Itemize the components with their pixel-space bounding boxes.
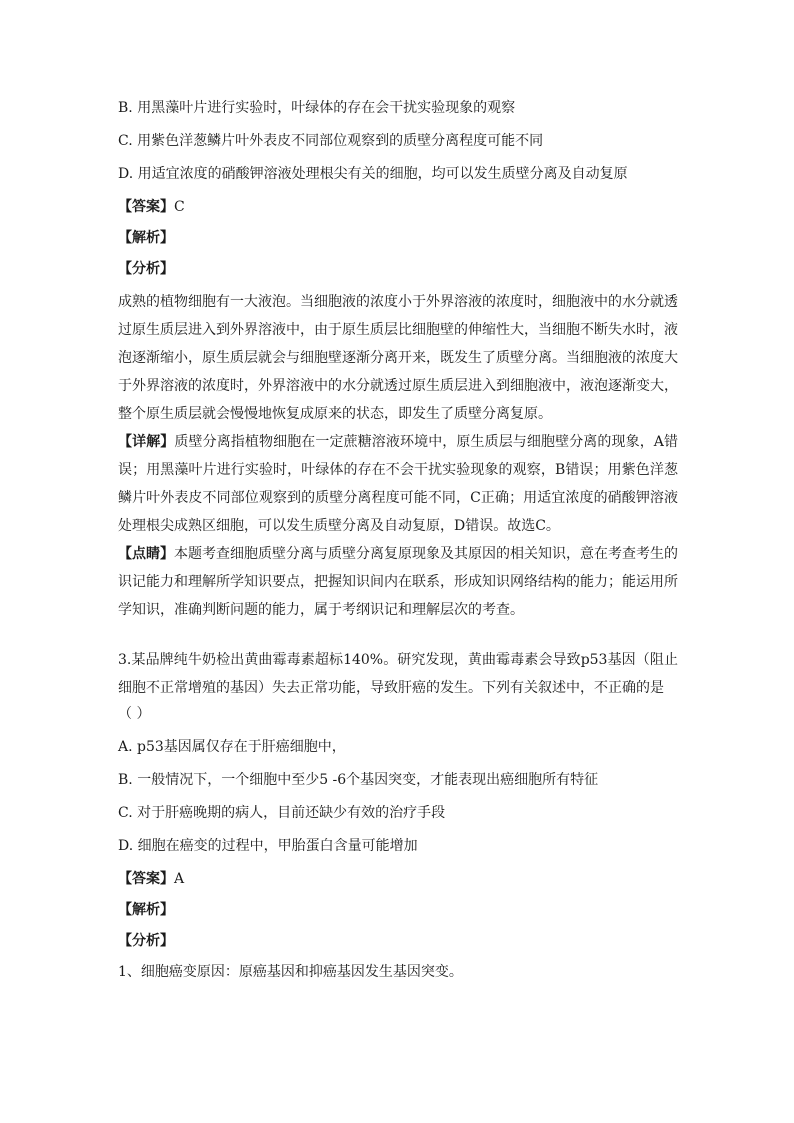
q2-fenxi-text: 成熟的植物细胞有一大液泡。当细胞液的浓度小于外界溶液的浓度时，细胞液中的水分就透过原生质层进入到外界溶液中，由于原生质层比细胞壁的伸缩性大，当细胞不断失水时，液泡逐渐缩小，原生质层就会与细胞壁逐渐分离开来，既发生了质壁分离。当细胞液的浓度大于外界溶液的浓度时，外界溶液中的水分就透过原生质层进入到细胞液中，液泡逐渐变大，整个原生质层就会慢慢地恢复成原来的状态，即发生了质壁分离复原。 xyxy=(118,294,678,422)
q3-jiexi-label: 【解析】 xyxy=(118,902,174,918)
question-gap xyxy=(118,624,678,646)
q2-option-c: C. 用紫色洋葱鳞片叶外表皮不同部位观察到的质壁分离程度可能不同 xyxy=(118,133,544,149)
q2-fenxi-label: 【分析】 xyxy=(118,261,174,277)
q3-stem: 3.某品牌纯牛奶检出黄曲霉毒素超标140%。研究发现，黄曲霉毒素会导致p53基因（阻止细胞不正常增殖的基因）失去正常功能，导致肝癌的发生。下列有关叙述中，不正确的是 xyxy=(118,652,678,696)
q2-dianjing-text: 本题考查细胞质壁分离与质壁分离复原现象及其原因的相关知识，意在考查考生的识记能力和理解所学知识要点，把握知识间内在联系，形成知识网络结构的能力；能运用所学知识，准确判断问题的能力，属于考纲识记和理解层次的考查。 xyxy=(118,546,678,618)
q2-dianjing-label: 【点睛】 xyxy=(118,546,174,562)
q2-option-d: D. 用适宜浓度的硝酸钾溶液处理根尖有关的细胞，均可以发生质壁分离及自动复原 xyxy=(118,166,628,182)
q2-dianjing xyxy=(118,540,678,624)
q2-option-b: B. 用黑藻叶片进行实验时，叶绿体的存在会干扰实验现象的观察 xyxy=(118,100,516,116)
q2-xiangjie xyxy=(118,428,678,540)
q3-answer-value: A xyxy=(174,871,185,887)
q3-option-c: C. 对于肝癌晚期的病人，目前还缺少有效的治疗手段 xyxy=(118,805,446,821)
q3-option-d: D. 细胞在癌变的过程中，甲胎蛋白含量可能增加 xyxy=(118,838,418,854)
q3-fenxi-label: 【分析】 xyxy=(118,933,174,949)
q2-xiangjie-label: 【详解】 xyxy=(118,434,175,450)
q2-answer xyxy=(118,195,678,219)
q3-option-b: B. 一般情况下，一个细胞中至少5 -6个基因突变，才能表现出癌细胞所有特征 xyxy=(118,772,599,788)
q2-xiangjie-text: 质壁分离指植物细胞在一定蔗糖溶液环境中，原生质层与细胞壁分离的现象，A错误；用黑藻叶片进行实验时，叶绿体的存在不会干扰实验现象的观察，B错误；用紫色洋葱鳞片叶外表皮不同部位观察到的质壁分离程度可能不同，C正确；用适宜浓度的硝酸钾溶液处理根尖成熟区细胞，可以发生质壁分离及自动复原，D错误。故选C。 xyxy=(118,434,679,534)
q2-jiexi-label: 【解析】 xyxy=(118,230,174,246)
q2-answer-value: C xyxy=(174,199,185,215)
q3-point-1: 1、细胞癌变原因：原癌基因和抑癌基因发生基因突变。 xyxy=(118,964,463,980)
q2-answer-label: 【答案】 xyxy=(118,199,174,215)
q3-blank: （ ） xyxy=(118,706,151,722)
q3-answer xyxy=(118,867,678,891)
q3-answer-label: 【答案】 xyxy=(118,871,174,887)
document-page xyxy=(118,96,678,993)
q3-option-a: A. p53基因属仅存在于肝癌细胞中， xyxy=(118,739,346,755)
